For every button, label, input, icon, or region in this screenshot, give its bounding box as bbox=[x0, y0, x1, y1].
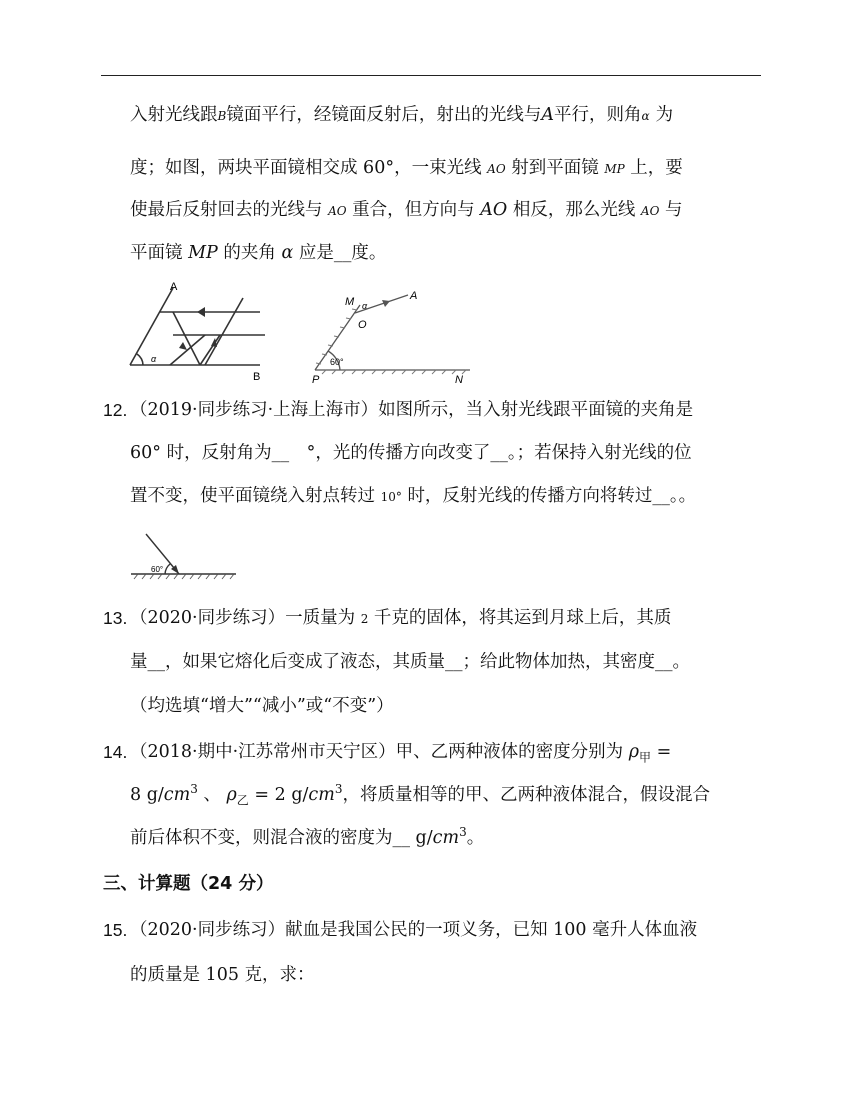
q13-line-3: （均选填“增大”“减小”或“不变”） bbox=[130, 696, 394, 716]
svg-text:A: A bbox=[410, 290, 418, 302]
svg-text:P: P bbox=[312, 374, 320, 385]
svg-text:60°: 60° bbox=[330, 357, 344, 367]
q11-figure-angled-mirrors bbox=[300, 285, 475, 389]
q12-line-1: （2019·同步练习·上海上海市）如图所示，当入射光线跟平面镜的夹角是 bbox=[130, 400, 694, 420]
q15-line-2: 的质量是 105 克，求： bbox=[130, 965, 315, 985]
svg-text:α: α bbox=[362, 301, 368, 311]
q13-line-2: 量__，如果它熔化后变成了液态，其质量__；给此物体加热，其密度__。 bbox=[130, 652, 690, 672]
svg-text:M: M bbox=[345, 296, 355, 308]
q11-line-2: 度；如图，两块平面镜相交成 60°，一束光线 AO 射到平面镜 MP 上，要 bbox=[130, 158, 683, 178]
q11-line-1: 入射光线跟B镜面平行，经镜面反射后，射出的光线与A平行，则角α 为 bbox=[130, 105, 674, 125]
q12-line-2: 60° 时，反射角为__ °，光的传播方向改变了__。；若保持入射光线的位 bbox=[130, 443, 692, 463]
section-title: 三、计算题（24 分） bbox=[103, 874, 274, 894]
q11-line-3: 使最后反射回去的光线与 AO 重合，但方向与 AO 相反，那么光线 AO 与 bbox=[130, 200, 683, 220]
header-rule bbox=[101, 75, 761, 76]
q12-figure-mirror bbox=[128, 530, 240, 590]
q12-line-3: 置不变，使平面镜绕入射点转过 10° 时，反射光线的传播方向将转过__。。 bbox=[130, 486, 697, 506]
q14-number: 14. bbox=[103, 742, 128, 762]
q15-line-1: （2020·同步练习）献血是我国公民的一项义务，已知 100 毫升人体血液 bbox=[130, 920, 698, 940]
q14-line-3: 前后体积不变，则混合液的密度为__ $g/cm^3$。 bbox=[130, 825, 485, 848]
svg-text:α: α bbox=[151, 354, 157, 364]
svg-text:O: O bbox=[358, 319, 367, 331]
q15-number: 15. bbox=[103, 920, 128, 940]
q13-number: 13. bbox=[103, 608, 128, 628]
q14-line-2: 8 $g/cm^3$ 、 $\rho_乙 = 2$ $g/cm^3$，将质量相等的甲、乙两种液体混合，假设混合 bbox=[130, 782, 710, 808]
svg-text:A: A bbox=[170, 281, 178, 293]
q13-line-1: （2020·同步练习）一质量为 2 千克的固体，将其运到月球上后，其质 bbox=[130, 608, 672, 628]
svg-text:60°: 60° bbox=[151, 565, 164, 574]
svg-text:B: B bbox=[253, 371, 261, 383]
q11-figure-parallel-mirrors bbox=[125, 280, 275, 389]
q11-line-4: 平面镜 MP 的夹角 α 应是__度。 bbox=[130, 243, 387, 263]
q14-line-1: （2018·期中·江苏常州市天宁区）甲、乙两种液体的密度分别为 $\rho_甲$ = bbox=[130, 742, 672, 765]
q12-number: 12. bbox=[103, 400, 128, 420]
svg-text:N: N bbox=[455, 374, 463, 385]
